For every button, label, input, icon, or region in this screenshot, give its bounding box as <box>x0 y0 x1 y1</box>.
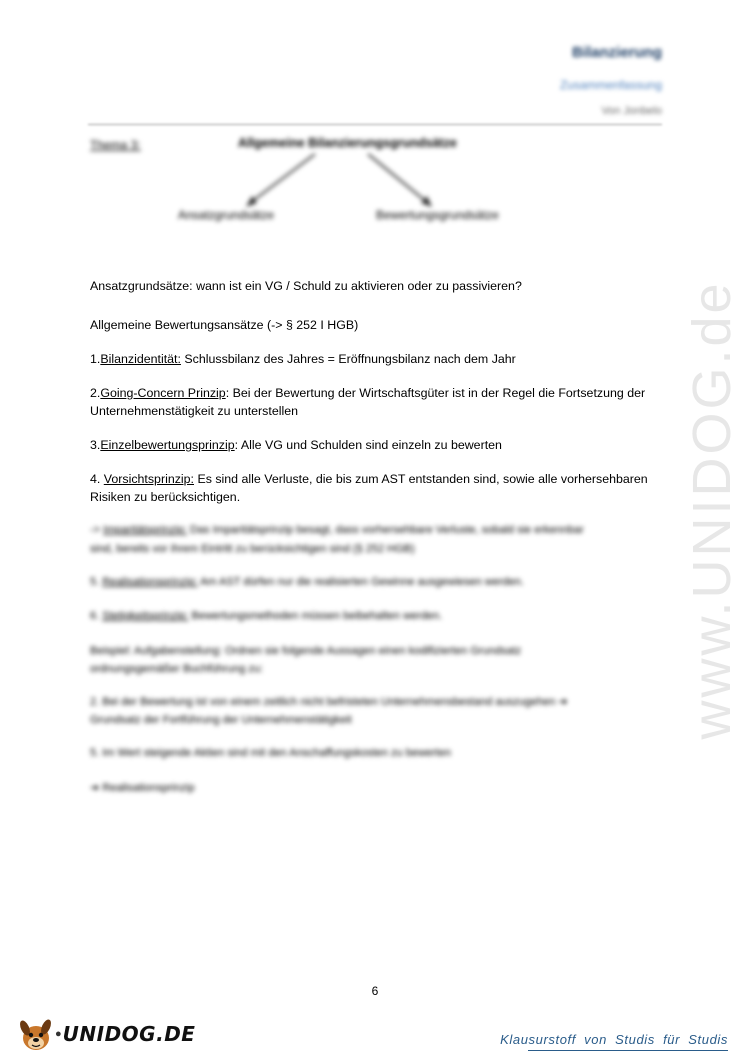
example-2-line-2: Grundsatz der Fortführung der Unternehmenstätigkeit <box>90 714 352 726</box>
principle-4-num: 4. <box>90 472 104 486</box>
example-2-line-1: 2. Bei der Bewertung ist von einem zeitlich nicht befristeten Unternehmensbestand auszugehen ➔ <box>90 696 568 708</box>
imparity-text: Das Imparitätsprinzip besagt, dass vorhersehbare Verluste, sobald sie erkennbar <box>186 524 584 536</box>
arrow-left <box>250 154 315 203</box>
principle-1-num: 1. <box>90 352 101 366</box>
header-author: Von Jonbelo <box>601 105 662 117</box>
principle-3 <box>90 436 502 454</box>
dog-mascot-icon <box>16 1014 56 1054</box>
principle-5-term: Realisationsprinzip: <box>102 576 198 588</box>
logo-text: UNIDOG.DE <box>62 1022 196 1046</box>
principle-4-term: Vorsichtsprinzip: <box>103 472 194 486</box>
imparity-principle <box>90 521 584 539</box>
header-subtitle: Zusammenfassung <box>559 78 662 92</box>
principle-4 <box>90 470 648 488</box>
principle-2-num: 2. <box>90 386 101 400</box>
principle-5 <box>90 573 524 591</box>
principle-6-num: 6. <box>90 610 103 622</box>
page-number: 6 <box>371 984 379 998</box>
example-line-1: Beispiel: Aufgabenstellung: Ordnen sie folgende Aussagen einen kodifizierten Grundsatz <box>90 645 522 657</box>
principle-6 <box>90 607 442 625</box>
footer-logo[interactable] <box>16 1014 195 1054</box>
principle-6-text: Bewertungsmethoden müssen beibehalten werden. <box>188 610 443 622</box>
principle-4-text: Es sind alle Verluste, die bis zum AST entstanden sind, sowie alle vorhersehbaren <box>194 472 648 486</box>
principle-1-text: Schlussbilanz des Jahres = Eröffnungsbilanz nach dem Jahr <box>180 352 516 366</box>
topic-arrows <box>0 0 750 240</box>
topic-label: Thema 3: <box>90 138 141 152</box>
watermark: www.UNIDOG.de <box>682 280 742 740</box>
principle-4-line2: Risiken zu berücksichtigen. <box>90 490 241 504</box>
principle-2 <box>90 384 645 402</box>
branch-ansatzgrundsaetze: Ansatzgrundsätze <box>178 208 275 222</box>
example-5-line-2: ➔ Realisationsprinzip <box>90 782 195 794</box>
arrow-right <box>368 154 428 203</box>
example-line-2: ordnungsgemäßer Buchführung zu: <box>90 663 264 675</box>
principle-1-term: Bilanzidentität: <box>100 352 181 366</box>
principle-2-text: : Bei der Bewertung der Wirtschaftsgüter ist in der Regel die Fortsetzung der <box>225 386 646 400</box>
principle-3-num: 3. <box>90 438 101 452</box>
footer-slogan: Klausurstoff von Studis für Studis <box>500 1032 728 1047</box>
header-title: Bilanzierung <box>571 44 662 61</box>
paw-icon: ● <box>55 1028 62 1040</box>
branch-bewertungsgrundsaetze: Bewertungsgrundsätze <box>376 208 499 222</box>
principle-2-line2: Unternehmenstätigkeit zu unterstellen <box>90 404 299 418</box>
example-5-line-1: 5. Im Wert steigende Aktien sind mit den Anschaffungskosten zu bewerten <box>90 747 451 759</box>
principle-6-term: Stetigkeitsprinzip: <box>102 610 189 622</box>
footer-divider <box>528 1050 728 1051</box>
principle-3-term: Einzelbewertungsprinzip <box>100 438 235 452</box>
imparity-term: Imparitätsprinzip: <box>103 524 187 536</box>
principle-5-num: 5. <box>90 576 103 588</box>
principle-5-text: Am AST dürfen nur die realisierten Gewinne ausgewiesen werden. <box>197 576 524 588</box>
principle-3-text: : Alle VG und Schulden sind einzeln zu bewerten <box>234 438 502 452</box>
general-heading: Allgemeine Bewertungsansätze (-> § 252 I HGB) <box>90 318 359 332</box>
arrow-left-head <box>246 196 257 207</box>
intro-text: Ansatzgrundsätze: wann ist ein VG / Schuld zu aktivieren oder zu passivieren? <box>90 279 522 293</box>
principle-1 <box>90 350 516 368</box>
principle-2-term: Going-Concern Prinzip <box>100 386 226 400</box>
topic-title: Allgemeine Bilanzierungsgrundsätze <box>238 136 457 150</box>
imparity-line2: sind, bereits vor ihrem Eintritt zu berücksichtigen sind (§ 252 HGB) <box>90 543 415 555</box>
imparity-arrow: -> <box>90 524 104 536</box>
